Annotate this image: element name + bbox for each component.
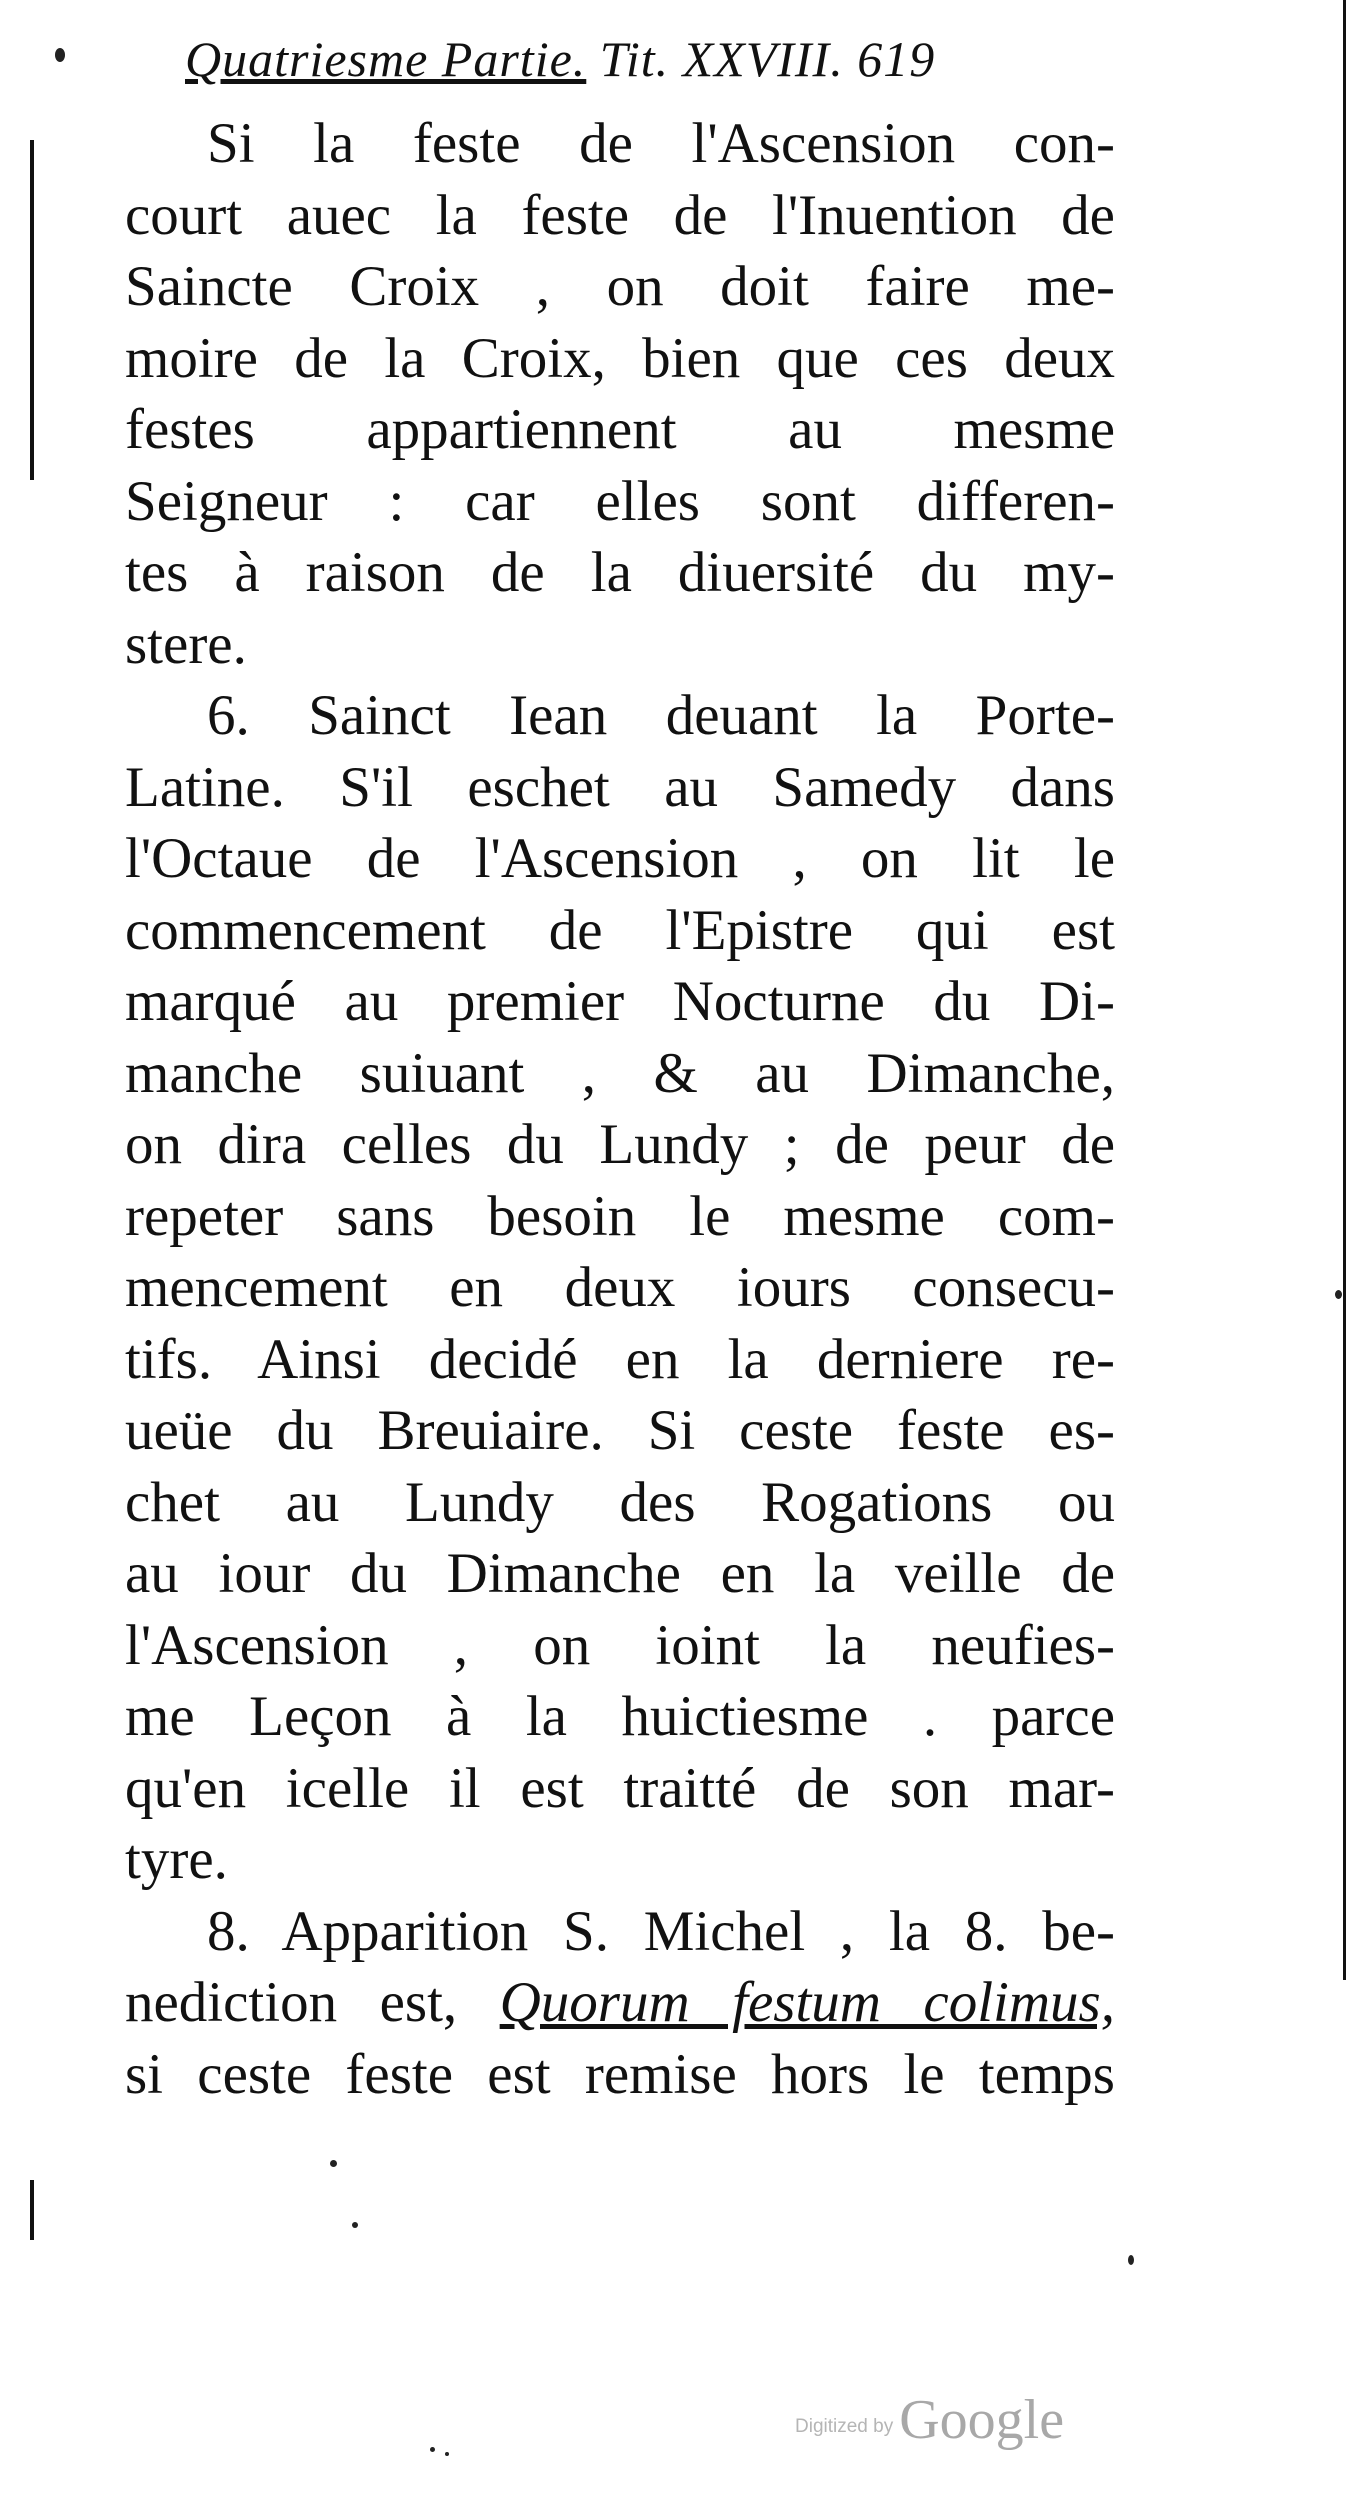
text-line: tyre. (125, 1828, 228, 1891)
text-line: Si la feste de l'Ascension con- (207, 112, 1115, 175)
text-line: commencement de l'Epistre qui est (125, 898, 1115, 962)
scan-speck (55, 48, 65, 62)
text-line: Saincte Croix , on doit faire me- (125, 255, 1115, 318)
scan-speck (430, 2447, 435, 2452)
text-line: on dira celles du Lundy ; de peur de (125, 1113, 1115, 1176)
text-line: 6. Sainct Iean deuant la Porte- (207, 684, 1115, 747)
text-segment: nediction est, (125, 1971, 458, 2034)
scan-speck (445, 2452, 449, 2456)
text-line: si ceste feste est remise hors le temps (125, 2042, 1115, 2106)
running-head (185, 30, 1125, 88)
text-line: Latine. S'il eschet au Samedy dans (125, 755, 1115, 819)
text-line: Seigneur : car elles sont differen- (125, 469, 1115, 533)
text-line: mencement en deux iours consecu- (125, 1256, 1115, 1319)
text-line: festes appartiennent au mesme (125, 398, 1115, 461)
paragraph-saint-jean (125, 680, 1115, 1896)
text-line-with-incipit (125, 1967, 1115, 2039)
latin-incipit: Quorum festum colimus, (499, 1971, 1115, 2034)
scan-speck (330, 2160, 337, 2167)
running-head-title: Quatriesme Partie. (185, 31, 587, 87)
running-head-section: Tit. XXVIII. (599, 31, 844, 87)
scan-speck (1335, 1290, 1342, 1299)
text-line: tes à raison de la diuersité du my- (125, 541, 1115, 604)
text-line: 8. Apparition S. Michel , la 8. be- (207, 1899, 1115, 1963)
text-line: me Leçon à la huictiesme . parce (125, 1685, 1115, 1748)
text-line: repeter sans besoin le mesme com- (125, 1184, 1115, 1248)
text-line: marqué au premier Nocturne du Di- (125, 970, 1115, 1033)
text-line: qu'en icelle il est traitté de son mar- (125, 1756, 1115, 1820)
text-line: manche suiuant , & au Dimanche, (125, 1041, 1115, 1105)
paragraph-ascension (125, 108, 1115, 680)
scan-speck (1128, 2255, 1134, 2265)
text-line: au iour du Dimanche en la veille de (125, 1542, 1115, 1605)
margin-mark (1343, 0, 1346, 1980)
body-text (125, 108, 1115, 2110)
scan-speck (352, 2222, 358, 2228)
margin-mark (30, 140, 34, 480)
text-line: chet au Lundy des Rogations ou (125, 1470, 1115, 1534)
paragraph-saint-michel (125, 1896, 1115, 2111)
digitized-watermark (795, 2388, 1064, 2452)
text-line: moire de la Croix, bien que ces deux (125, 326, 1115, 390)
text-line: tifs. Ainsi decidé en la derniere re- (125, 1327, 1115, 1391)
text-line: l'Octaue de l'Ascension , on lit le (125, 827, 1115, 890)
margin-mark (30, 2180, 34, 2240)
watermark-prefix: Digitized by (795, 2416, 894, 2437)
text-line: ueüe du Breuiaire. Si ceste feste es- (125, 1399, 1115, 1462)
text-line: l'Ascension , on ioint la neufies- (125, 1613, 1115, 1677)
text-line: court auec la feste de l'Inuention de (125, 183, 1115, 247)
text-line: stere. (125, 612, 247, 676)
google-logo: Google (899, 2389, 1065, 2451)
page-number: 619 (857, 31, 936, 87)
